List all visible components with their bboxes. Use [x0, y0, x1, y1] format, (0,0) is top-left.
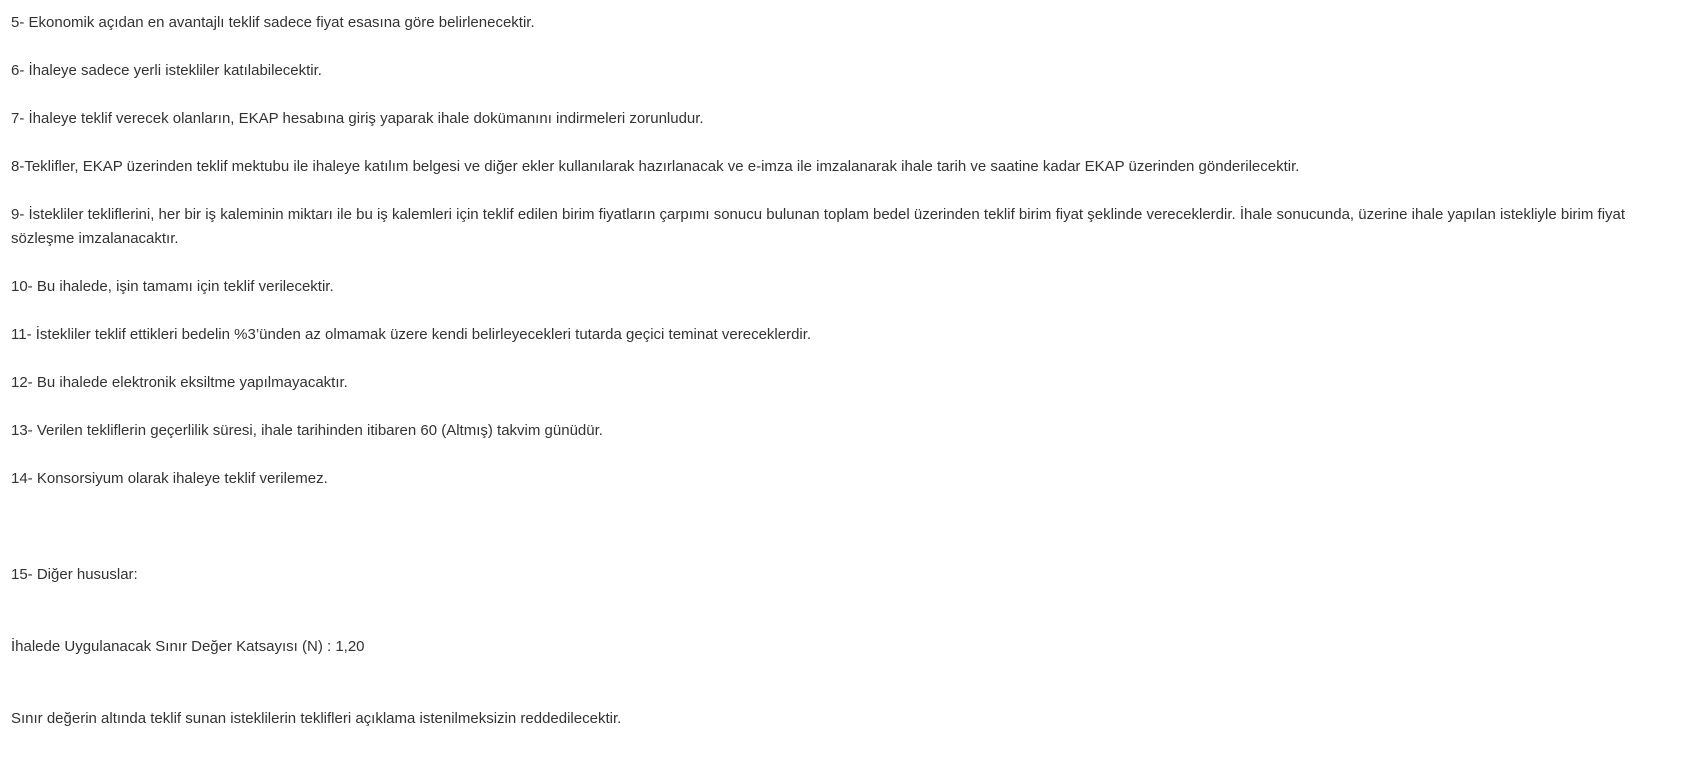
clause-10: 10- Bu ihalede, işin tamamı için teklif verilecektir. [11, 278, 334, 295]
other-matters-heading: 15- Diğer hususlar: [11, 566, 138, 583]
clause-11: 11- İstekliler teklif ettikleri bedelin %3’ünden az olmamak üzere kendi belirleyecekleri tutarda geçici teminat vereceklerdir. [11, 326, 812, 343]
clause-8: 8-Teklifler, EKAP üzerinden teklif mektubu ile ihaleye katılım belgesi ve diğer ekler kullanılarak hazırlanacak ve e-imza ile imzalanarak ihale tarih ve saatine kadar EKAP üzerinden gönderilecektir. [11, 158, 1300, 175]
clause-14: 14- Konsorsiyum olarak ihaleye teklif verilemez. [11, 470, 328, 487]
rejection-note: Sınır değerin altında teklif sunan isteklilerin teklifleri açıklama istenilmeksizin reddedilecektir. [11, 710, 622, 727]
clause-12: 12- Bu ihalede elektronik eksiltme yapılmayacaktır. [11, 374, 348, 391]
clause-13: 13- Verilen tekliflerin geçerlilik süresi, ihale tarihinden itibaren 60 (Altmış) takvim günüdür. [11, 422, 603, 439]
clause-15 [11, 515, 1671, 779]
clause-7: 7- İhaleye teklif verecek olanların, EKAP hesabına giriş yaparak ihale dokümanını indirmeleri zorunludur. [11, 110, 704, 127]
clause-6: 6- İhaleye sadece yerli istekliler katılabilecektir. [11, 62, 322, 79]
clause-5: 5- Ekonomik açıdan en avantajlı teklif sadece fiyat esasına göre belirlenecektir. [11, 14, 535, 31]
limit-value-coefficient: İhalede Uygulanacak Sınır Değer Katsayısı (N) : 1,20 [11, 638, 365, 655]
tender-document [11, 11, 1671, 779]
clause-9: 9- İstekliler tekliflerini, her bir iş kaleminin miktarı ile bu iş kalemleri için teklif edilen birim fiyatların çarpımı sonucu bulunan toplam bedel üzerinden teklif birim fiyat şeklinde vereceklerdir. İhale sonucunda, üzerine ihale yapılan istekliyle birim fiyat sözleşme imzalanacaktır. [11, 206, 1630, 247]
